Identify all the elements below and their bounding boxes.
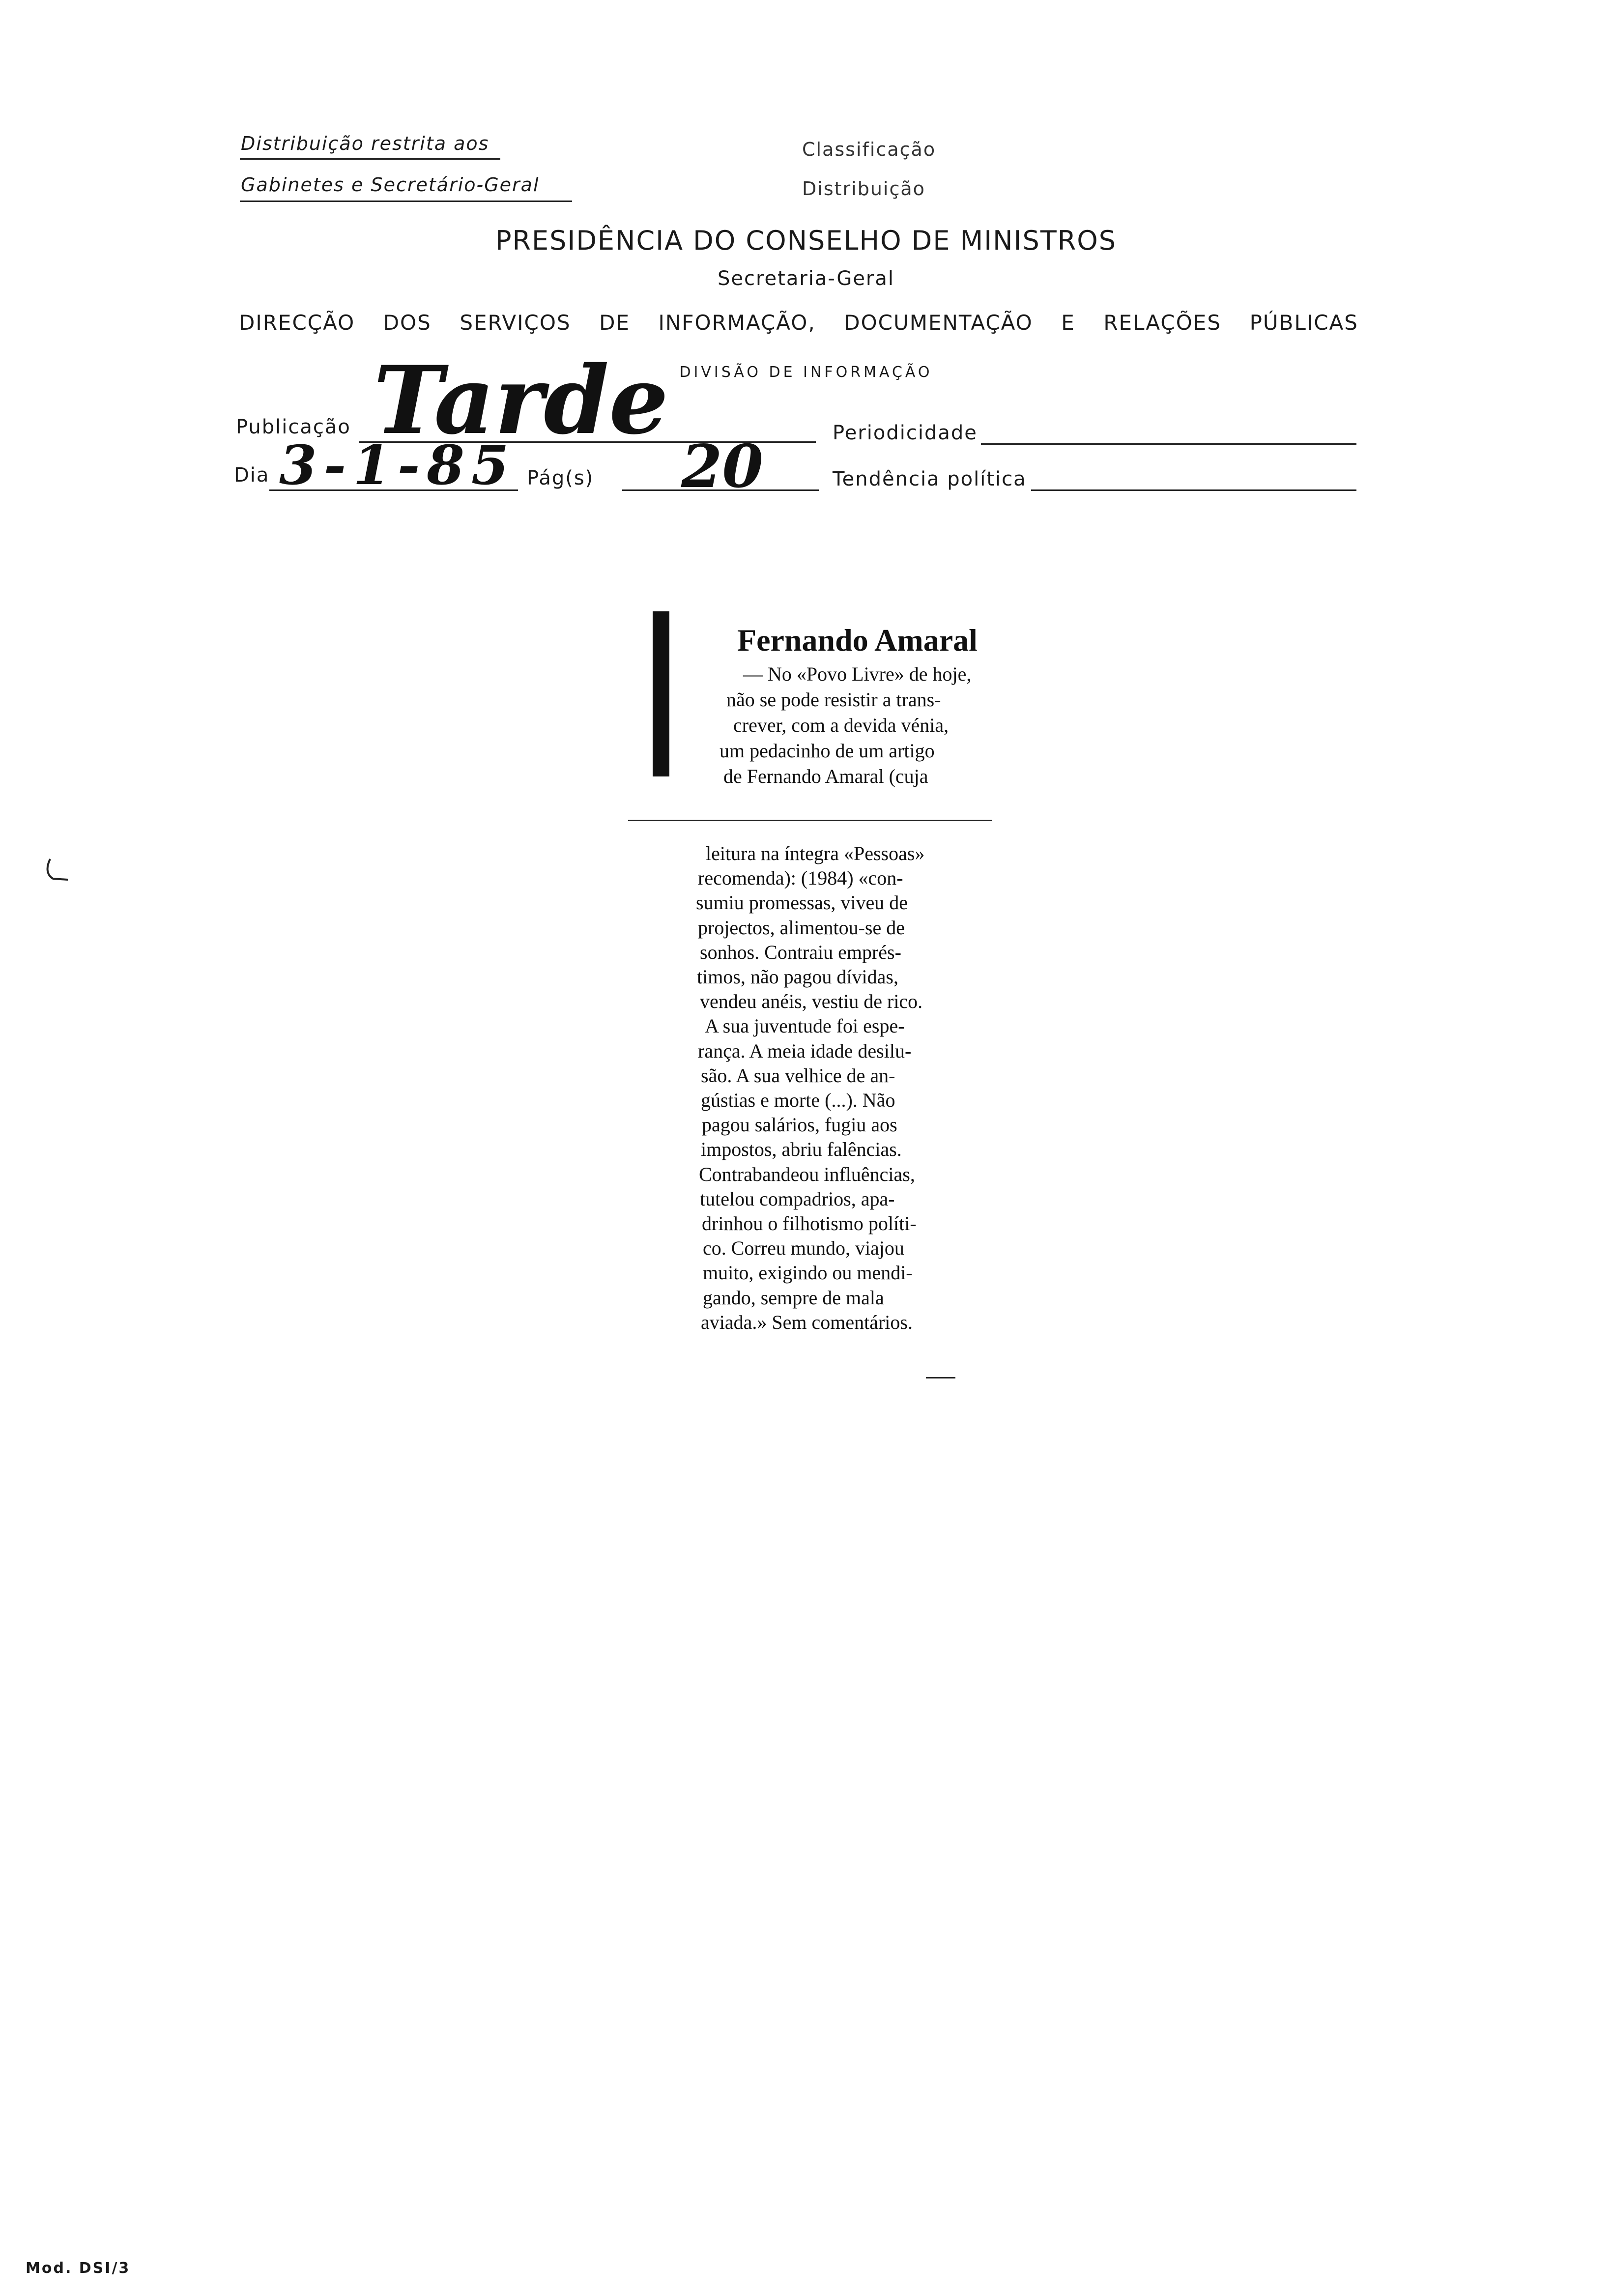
- distribution-note-line2: Gabinetes e Secretário-Geral: [241, 174, 540, 196]
- page-title: PRESIDÊNCIA DO CONSELHO DE MINISTROS: [495, 225, 1117, 256]
- directorate-heading: [239, 311, 1358, 335]
- directorate-word: PÚBLICAS: [1249, 311, 1358, 335]
- periodicity-line: [981, 443, 1356, 445]
- clipping-column-divider: [628, 820, 992, 821]
- day-handwritten-value: 3-1-85: [279, 433, 516, 497]
- directorate-word: DE: [599, 311, 630, 335]
- periodicity-label: Periodicidade: [833, 422, 978, 444]
- clipping-line: não se pode resistir a trans-: [726, 689, 941, 711]
- pages-handwritten-value: 20: [681, 432, 763, 501]
- clipping-line: projectos, alimentou-se de: [698, 916, 905, 939]
- clipping-body: [688, 841, 924, 1335]
- clipping-line: timos, não pagou dívidas,: [697, 966, 898, 988]
- clipping-line: A sua juventude foi espe-: [705, 1015, 905, 1037]
- clipping-line: crever, com a devida vénia,: [733, 714, 949, 736]
- division-heading: DIVISÃO DE INFORMAÇÃO: [679, 364, 933, 381]
- clipping-end-dash: [926, 1377, 955, 1378]
- clipping-line: são. A sua velhice de an-: [701, 1064, 895, 1087]
- clipping-line: recomenda): (1984) «con-: [698, 867, 903, 890]
- day-label: Dia: [234, 464, 270, 487]
- directorate-word: INFORMAÇÃO,: [658, 311, 816, 335]
- classification-label: Classificação: [802, 139, 936, 160]
- clipping-line: rança. A meia idade desilu-: [698, 1039, 912, 1062]
- clipping-line: gústias e morte (...). Não: [701, 1089, 895, 1112]
- clipping-line: sumiu promessas, viveu de: [696, 891, 908, 914]
- clipping-line: pagou salários, fugiu aos: [702, 1114, 897, 1136]
- tendency-line: [1031, 489, 1356, 491]
- clipping-line: co. Correu mundo, viajou: [703, 1237, 904, 1260]
- clipping-margin-bar: [653, 611, 669, 776]
- publication-handwritten-value: Tarde: [374, 345, 669, 455]
- clipping-line: aviada.» Sem comentários.: [701, 1311, 913, 1333]
- distribution-note-line1: Distribuição restrita aos: [241, 133, 489, 154]
- pages-label: Pág(s): [527, 467, 594, 489]
- clipping-line: gando, sempre de mala: [703, 1286, 884, 1309]
- clipping-line: — No «Povo Livre» de hoje,: [743, 663, 972, 685]
- clipping-line: um pedacinho de um artigo: [720, 740, 935, 762]
- directorate-word: SERVIÇOS: [460, 311, 571, 335]
- clipping-line: impostos, abriu falências.: [701, 1138, 902, 1161]
- clipping-line: vendeu anéis, vestiu de rico.: [700, 990, 923, 1013]
- publication-label: Publicação: [236, 416, 351, 438]
- distribution-underline-1: [240, 158, 500, 160]
- directorate-word: DOCUMENTAÇÃO: [844, 311, 1033, 335]
- directorate-word: E: [1061, 311, 1075, 335]
- clipping-line: leitura na íntegra «Pessoas»: [706, 842, 925, 864]
- directorate-word: RELAÇÕES: [1103, 311, 1222, 335]
- form-model-code: Mod. DSI/3: [26, 2260, 131, 2277]
- clipping-line: de Fernando Amaral (cuja: [723, 765, 928, 787]
- clipping-intro: [703, 661, 971, 789]
- directorate-word: DIRECÇÃO: [239, 311, 355, 335]
- clipping-line: sonhos. Contraiu emprés-: [700, 941, 901, 963]
- clipping-line: muito, exigindo ou mendi-: [703, 1262, 913, 1284]
- distribution-label: Distribuição: [802, 178, 925, 200]
- margin-pen-mark: [41, 857, 71, 887]
- clipping-line: Contrabandeou influências,: [699, 1163, 915, 1185]
- distribution-underline-2: [240, 201, 572, 202]
- directorate-word: DOS: [383, 311, 432, 335]
- tendency-label: Tendência política: [833, 468, 1027, 490]
- clipping-line: drinhou o filhotismo políti-: [702, 1212, 917, 1235]
- page-subtitle: Secretaria-Geral: [717, 267, 894, 290]
- clipping-title: Fernando Amaral: [737, 623, 978, 658]
- clipping-line: tutelou compadrios, apa-: [700, 1187, 895, 1210]
